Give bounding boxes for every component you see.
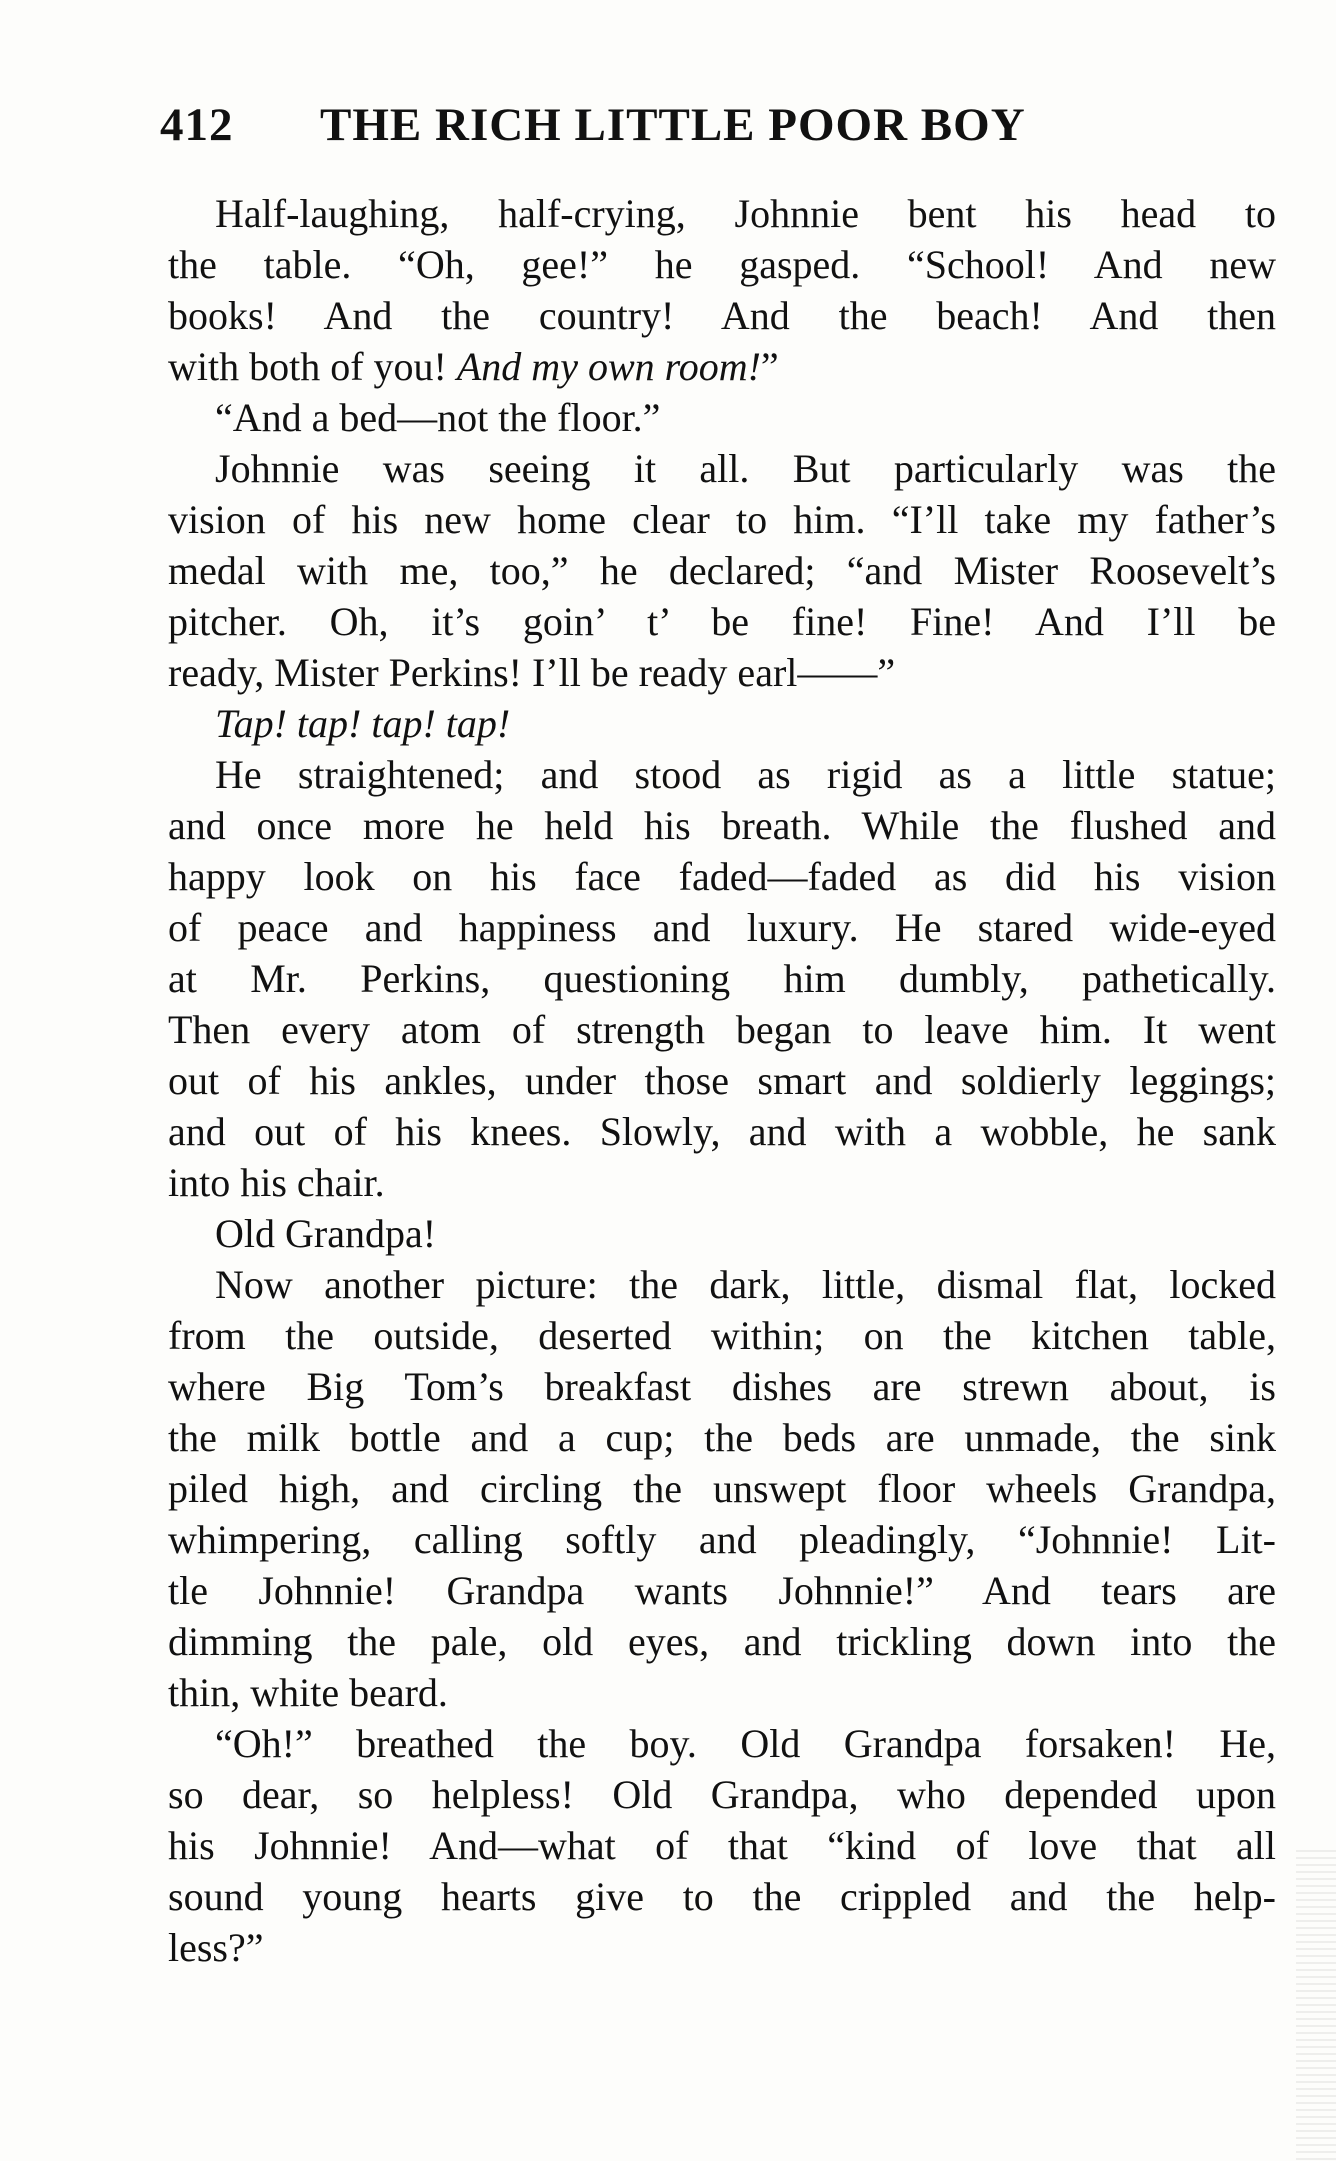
book-title: THE RICH LITTLE POOR BOY xyxy=(320,99,1026,151)
text-line: and once more he held his breath. While the flushed and xyxy=(168,803,1276,848)
text-line: his Johnnie! And—what of that “kind of love that all xyxy=(168,1823,1276,1868)
page-number: 412 xyxy=(160,99,234,151)
text-line: “Oh!” breathed the boy. Old Grandpa forsaken! He, xyxy=(215,1721,1276,1766)
text-run: with both of you! xyxy=(168,344,457,389)
scan-edge-noise xyxy=(1296,1850,1336,2161)
text-line: so dear, so helpless! Old Grandpa, who depended upon xyxy=(168,1772,1276,1817)
text-line: “And a bed—not the floor.” xyxy=(215,395,661,440)
text-run: ” xyxy=(760,344,779,389)
text-line: out of his ankles, under those smart and soldierly leggings; xyxy=(168,1058,1276,1103)
text-line: dimming the pale, old eyes, and trickling down into the xyxy=(168,1619,1276,1664)
body-text xyxy=(168,188,1276,1973)
text-line: of peace and happiness and luxury. He stared wide-eyed xyxy=(168,905,1276,950)
text-line: sound young hearts give to the crippled and the help- xyxy=(168,1874,1276,1919)
text-line: ready, Mister Perkins! I’ll be ready earl——” xyxy=(168,650,896,695)
text-line: Then every atom of strength began to leave him. It went xyxy=(168,1007,1276,1052)
text-line: pitcher. Oh, it’s goin’ t’ be fine! Fine! And I’ll be xyxy=(168,599,1276,644)
text-line: the milk bottle and a cup; the beds are unmade, the sink xyxy=(168,1415,1276,1460)
text-line: Johnnie was seeing it all. But particularly was the xyxy=(215,446,1276,491)
text-line: into his chair. xyxy=(168,1160,385,1205)
text-line: Now another picture: the dark, little, dismal flat, locked xyxy=(215,1262,1276,1307)
running-head xyxy=(160,98,1110,152)
text-line: books! And the country! And the beach! And then xyxy=(168,293,1276,338)
text-line: from the outside, deserted within; on the kitchen table, xyxy=(168,1313,1276,1358)
text-line: whimpering, calling softly and pleadingly, “Johnnie! Lit- xyxy=(168,1517,1276,1562)
text-line: thin, white beard. xyxy=(168,1670,448,1715)
text-line: happy look on his face faded—faded as did his vision xyxy=(168,854,1276,899)
text-line: Old Grandpa! xyxy=(215,1211,437,1256)
text-line: Half-laughing, half-crying, Johnnie bent his head to xyxy=(215,191,1276,236)
text-line: vision of his new home clear to him. “I’ll take my father’s xyxy=(168,497,1276,542)
text-line: where Big Tom’s breakfast dishes are strewn about, is xyxy=(168,1364,1276,1409)
text-line: piled high, and circling the unswept floor wheels Grandpa, xyxy=(168,1466,1276,1511)
text-line: less?” xyxy=(168,1925,264,1970)
text-line: medal with me, too,” he declared; “and Mister Roosevelt’s xyxy=(168,548,1276,593)
text-line: tle Johnnie! Grandpa wants Johnnie!” And tears are xyxy=(168,1568,1276,1613)
text-line xyxy=(168,341,1276,392)
italic-run: And my own room! xyxy=(456,344,761,389)
text-line: and out of his knees. Slowly, and with a wobble, he sank xyxy=(168,1109,1276,1154)
text-line: Tap! tap! tap! tap! xyxy=(215,701,511,746)
text-line: the table. “Oh, gee!” he gasped. “School! And new xyxy=(168,242,1276,287)
text-line: at Mr. Perkins, questioning him dumbly, pathetically. xyxy=(168,956,1276,1001)
text-line: He straightened; and stood as rigid as a little statue; xyxy=(215,752,1276,797)
